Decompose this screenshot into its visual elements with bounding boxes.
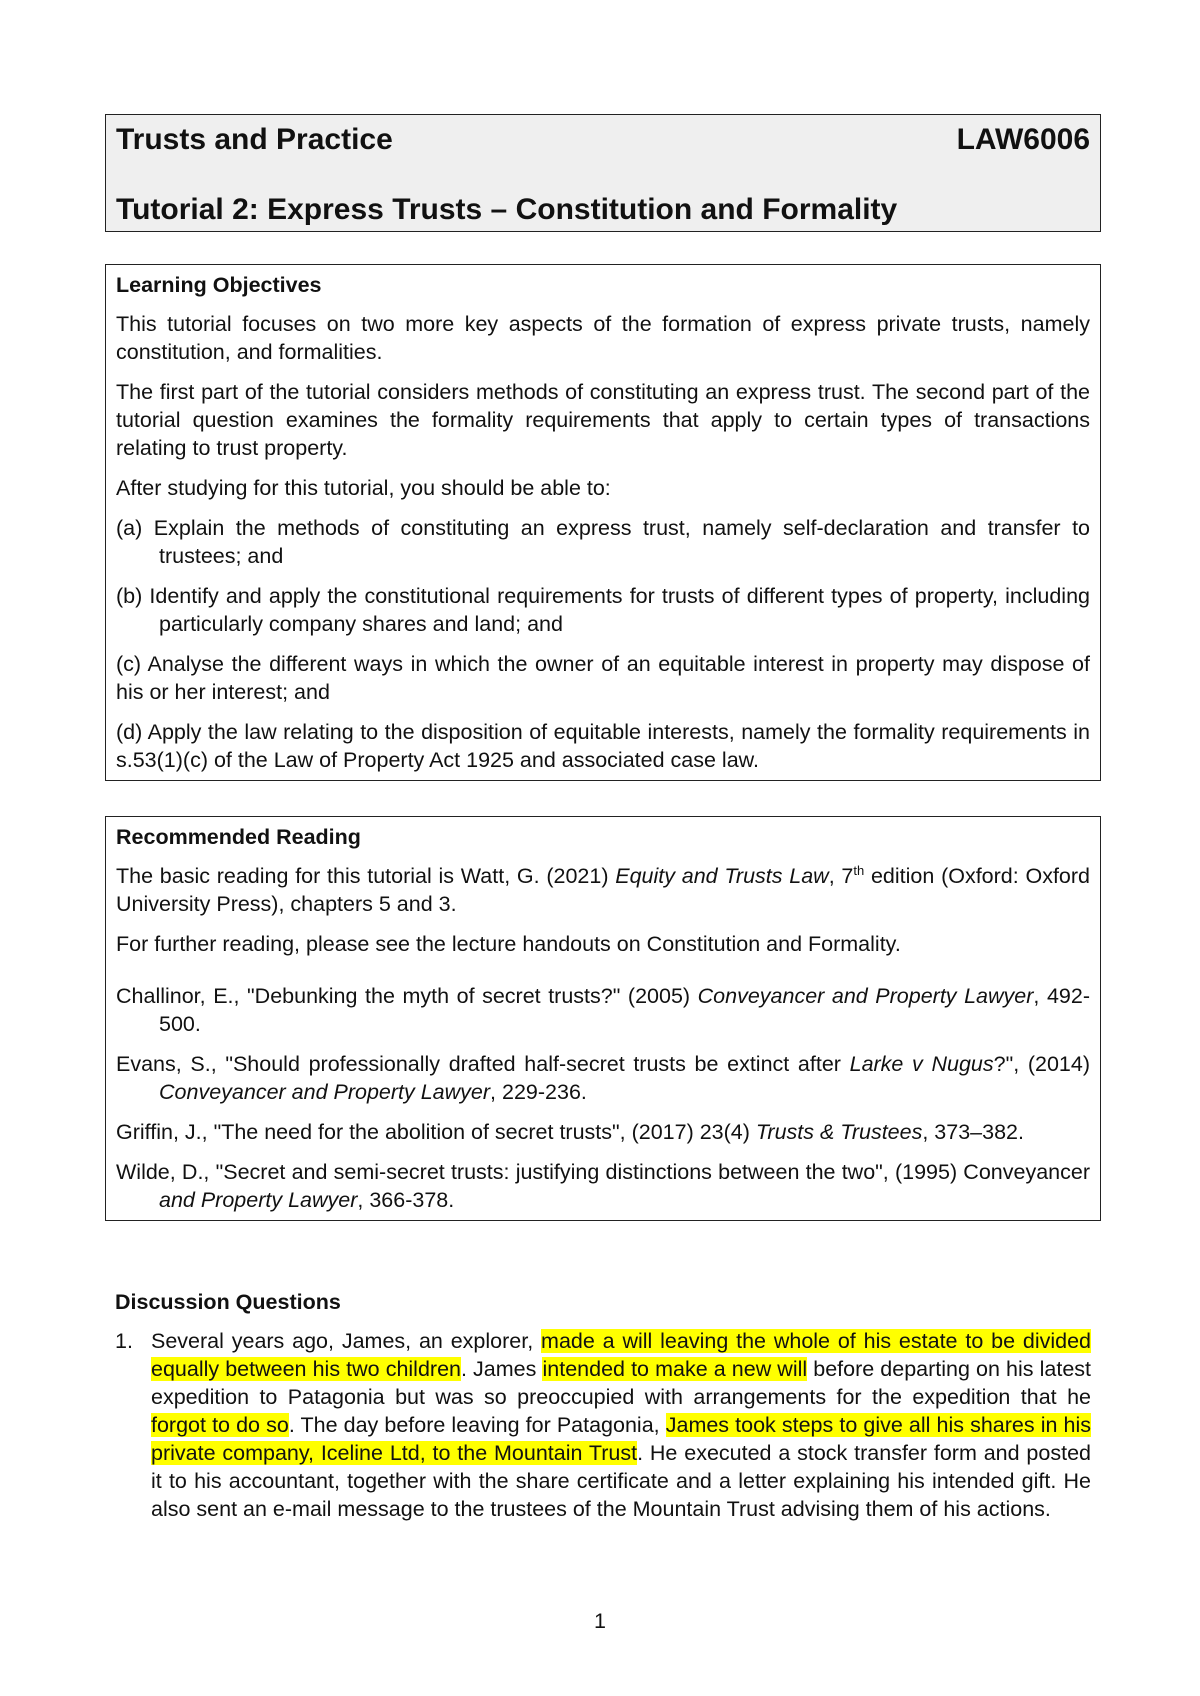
book-title: Equity and Trusts Law	[615, 864, 829, 888]
basic-reading-text: , 7	[828, 864, 854, 888]
reference-item	[116, 982, 1090, 1038]
question-number: 1.	[115, 1329, 133, 1353]
objective-item-d: (d) Apply the law relating to the disposition of equitable interests, namely the formality requirements in s.53(1)(c) of the Law of Property Act 1925 and associated case law.	[116, 720, 1090, 772]
question-text-segment: Several years ago, James, an explorer,	[151, 1329, 542, 1353]
discussion-questions-heading: Discussion Questions	[115, 1290, 341, 1314]
reference-text: , 366-378.	[357, 1188, 455, 1212]
journal-title: Conveyancer and Property Lawyer	[159, 1080, 491, 1104]
discussion-question-1	[115, 1327, 1091, 1523]
basic-reading-text: edition (Oxford: Oxford University Press), chapters 5 and 3.	[116, 864, 1090, 916]
journal-title: Trusts & Trustees	[755, 1120, 923, 1144]
reference-text: Evans, S., "Should professionally drafted half-secret trusts be extinct after	[116, 1052, 850, 1076]
objective-item-a: (a) Explain the methods of constituting an express trust, namely self-declaration and transfer to trustees; and	[116, 516, 1090, 568]
learning-objectives-heading: Learning Objectives	[116, 273, 322, 297]
reference-text: Griffin, J., "The need for the abolition of secret trusts", (2017) 23(4)	[116, 1120, 756, 1144]
highlighted-text: intended to make a new will	[542, 1357, 808, 1381]
recommended-reading-heading: Recommended Reading	[116, 825, 361, 849]
reference-item	[116, 1050, 1090, 1106]
highlighted-text: James took steps to give all his shares in his private company, Iceline Ltd, to the Mountain Trust	[151, 1413, 1092, 1465]
further-reading: For further reading, please see the lecture handouts on Constitution and Formality.	[116, 932, 901, 956]
learning-objectives-box	[105, 264, 1101, 781]
reference-text: ?", (2014)	[993, 1052, 1090, 1076]
journal-title: and Property Lawyer	[159, 1188, 358, 1212]
highlighted-text: forgot to do so	[151, 1413, 289, 1437]
question-text-segment: . The day before leaving for Patagonia,	[288, 1413, 666, 1437]
edition-superscript: th	[853, 862, 865, 878]
case-name: Larke v Nugus	[849, 1052, 994, 1076]
course-title: Trusts and Practice	[116, 123, 393, 156]
objective-item-b: (b) Identify and apply the constitutional requirements for trusts of different types of property, including particularly company shares and land; and	[116, 584, 1090, 636]
question-text-segment: . James	[461, 1357, 543, 1381]
reference-text: Wilde, D., "Secret and semi-secret trusts: justifying distinctions between the two", (1995) Conveyancer	[116, 1160, 1090, 1184]
reference-text: , 492-500.	[159, 984, 1090, 1036]
question-text-segment: before departing on his latest expedition to Patagonia but was so preoccupied with arrangements for the expedition that he	[151, 1357, 1092, 1409]
course-code: LAW6006	[956, 123, 1090, 156]
page-number: 1	[594, 1609, 606, 1633]
basic-reading	[116, 862, 1090, 918]
reference-text: , 229-236.	[490, 1080, 587, 1104]
basic-reading-text: The basic reading for this tutorial is Watt, G. (2021)	[116, 864, 616, 888]
question-text-segment: . He executed a stock transfer form and posted it to his accountant, together with the share certificate and a letter explaining his intended gift. He also sent an e-mail message to the trustees of the Mountain Trust advising them of his actions.	[151, 1441, 1091, 1521]
reference-item	[116, 1158, 1090, 1214]
reference-text: , 373–382.	[922, 1120, 1024, 1144]
tutorial-title: Tutorial 2: Express Trusts – Constitution and Formality	[116, 193, 898, 226]
objective-item-c: (c) Analyse the different ways in which the owner of an equitable interest in property may dispose of his or her interest; and	[116, 652, 1090, 704]
objectives-paragraph: The first part of the tutorial considers methods of constituting an express trust. The second part of the tutorial question examines the formality requirements that apply to certain types of transactions relating to trust property.	[116, 380, 1090, 460]
highlighted-text: made a will leaving the whole of his estate to be divided equally between his two children	[151, 1329, 1091, 1381]
question-text	[151, 1327, 1091, 1523]
objectives-paragraph: This tutorial focuses on two more key aspects of the formation of express private trusts, namely constitution, and formalities.	[116, 312, 1090, 364]
journal-title: Conveyancer and Property Lawyer	[697, 984, 1034, 1008]
title-box	[105, 114, 1101, 232]
objectives-paragraph: After studying for this tutorial, you should be able to:	[116, 476, 611, 500]
title-row	[116, 123, 1090, 157]
reference-item	[116, 1118, 1090, 1146]
recommended-reading-box	[105, 816, 1101, 1221]
reference-text: Challinor, E., "Debunking the myth of secret trusts?" (2005)	[116, 984, 698, 1008]
